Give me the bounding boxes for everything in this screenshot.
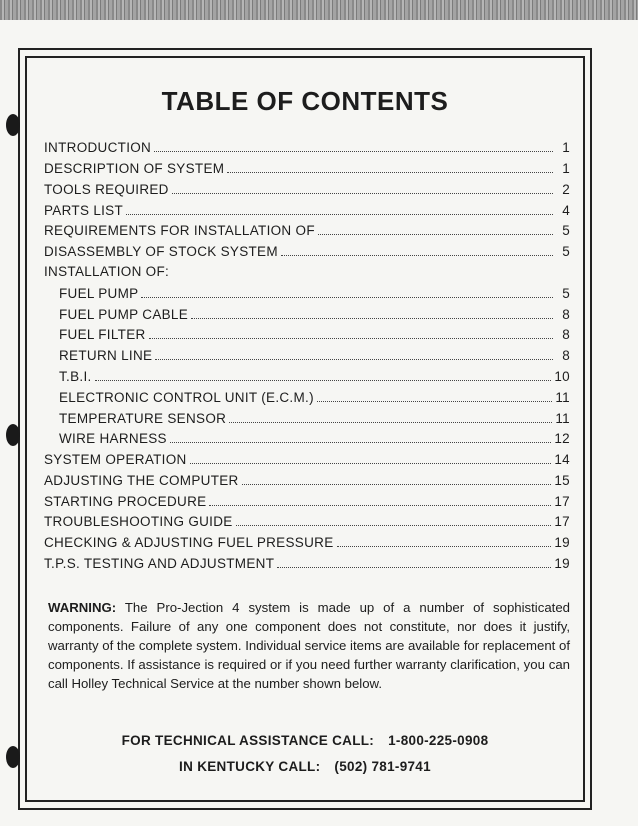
toc-entry-label: DESCRIPTION OF SYSTEM [44,160,225,176]
toc-entry-page: 8 [562,306,570,322]
toc-entry [44,534,570,555]
toc-leader-dots [317,389,553,402]
scan-top-edge [0,0,638,20]
technical-assistance-label: FOR TECHNICAL ASSISTANCE CALL: [121,733,375,748]
toc-leader-dots [141,285,553,298]
toc-entry [44,409,570,430]
toc-leader-dots [149,326,553,339]
technical-assistance-number: 1-800-225-0908 [388,733,489,748]
toc-entry-page: 10 [554,368,570,384]
toc-entry [44,222,570,243]
toc-entry-label: INSTALLATION OF: [44,263,170,279]
toc-entry [44,493,570,514]
toc-leader-dots [170,430,552,443]
toc-leader-dots [155,347,553,360]
toc-entry-page: 2 [562,181,570,197]
toc-entry-label: FUEL PUMP [59,285,139,301]
toc-entry-page: 12 [554,431,570,447]
toc-leader-dots [190,451,552,464]
toc-entry [44,513,570,534]
toc-entry [44,326,570,347]
toc-leader-dots [154,139,553,152]
toc-entry-page: 11 [555,410,570,426]
toc-leader-dots [229,409,552,422]
toc-entry-label: RETURN LINE [59,348,153,364]
toc-entry-label: FUEL FILTER [59,327,146,343]
toc-leader-dots [172,181,553,194]
toc-entry-label: STARTING PROCEDURE [44,493,207,509]
toc-entry [44,389,570,410]
toc-entry [44,264,570,285]
toc-entry [44,243,570,264]
toc-entry-label: DISASSEMBLY OF STOCK SYSTEM [44,244,278,260]
toc-entry-label: T.B.I. [59,368,92,384]
toc-entry-label: REQUIREMENTS FOR INSTALLATION OF [44,223,315,239]
toc-entry-page: 15 [554,472,570,488]
toc-entry [44,201,570,222]
toc-entry [44,285,570,306]
toc-entry-label: INTRODUCTION [44,140,152,156]
toc-leader-dots [191,305,553,318]
toc-entry [44,430,570,451]
toc-entry-label: ADJUSTING THE COMPUTER [44,472,239,488]
technical-assistance-line [0,733,610,748]
toc-entry-label: TEMPERATURE SENSOR [59,410,227,426]
toc-entry [44,368,570,389]
toc-entry-page: 19 [554,535,570,551]
toc-leader-dots [227,160,553,173]
toc-entry-label: WIRE HARNESS [59,431,167,447]
toc-entry-label: TROUBLESHOOTING GUIDE [44,514,233,530]
toc-entry [44,555,570,576]
toc-leader-dots [95,368,552,381]
kentucky-label: IN KENTUCKY CALL: [179,759,321,774]
toc-entry-page: 1 [562,140,570,156]
toc-entry [44,305,570,326]
toc-entry [44,160,570,181]
toc-entry [44,451,570,472]
toc-entry-page: 5 [562,285,570,301]
toc-entry-label: FUEL PUMP CABLE [59,306,189,322]
toc-entry-page: 5 [562,244,570,260]
table-of-contents [44,139,570,576]
toc-leader-dots [337,534,552,547]
toc-leader-dots [318,222,553,235]
toc-leader-dots [209,493,551,506]
kentucky-number: (502) 781-9741 [334,759,431,774]
toc-leader-dots [242,472,552,485]
toc-entry-label: T.P.S. TESTING AND ADJUSTMENT [44,556,275,572]
toc-entry-page: 17 [554,493,570,509]
toc-entry-page: 8 [562,327,570,343]
toc-leader-dots [236,513,552,526]
toc-entry-label: ELECTRONIC CONTROL UNIT (E.C.M.) [59,389,314,405]
toc-leader-dots [126,201,553,214]
toc-entry [44,139,570,160]
toc-entry-label: TOOLS REQUIRED [44,181,169,197]
toc-entry [44,472,570,493]
toc-entry-page: 4 [562,202,570,218]
warning-label: WARNING: [48,600,117,615]
toc-entry-page: 1 [562,160,570,176]
warning-text: The Pro-Jection 4 system is made up of a number of sophisticated components. Failure of any one component does not constitute, nor does it justify, warranty of the complete system. Individual service items are available for replacement of components. If assistance is required or if you need further warranty clarification, you can call Holley Technical Service at the number shown below. [48,600,570,691]
toc-leader-dots [277,555,551,568]
toc-entry-page: 5 [562,223,570,239]
toc-entry-page: 11 [555,389,570,405]
toc-entry-page: 19 [554,556,570,572]
toc-entry-label: CHECKING & ADJUSTING FUEL PRESSURE [44,535,334,551]
toc-entry-page: 17 [554,514,570,530]
toc-entry-label: SYSTEM OPERATION [44,452,187,468]
toc-entry-label: PARTS LIST [44,202,124,218]
binder-hole [6,114,20,136]
toc-entry-page: 8 [562,348,570,364]
toc-leader-dots [281,243,553,256]
toc-entry-page: 14 [554,452,570,468]
toc-entry [44,347,570,368]
page-title: TABLE OF CONTENTS [161,86,449,116]
kentucky-line [0,759,610,774]
binder-hole [6,424,20,446]
warning-paragraph [48,598,570,693]
toc-entry [44,181,570,202]
